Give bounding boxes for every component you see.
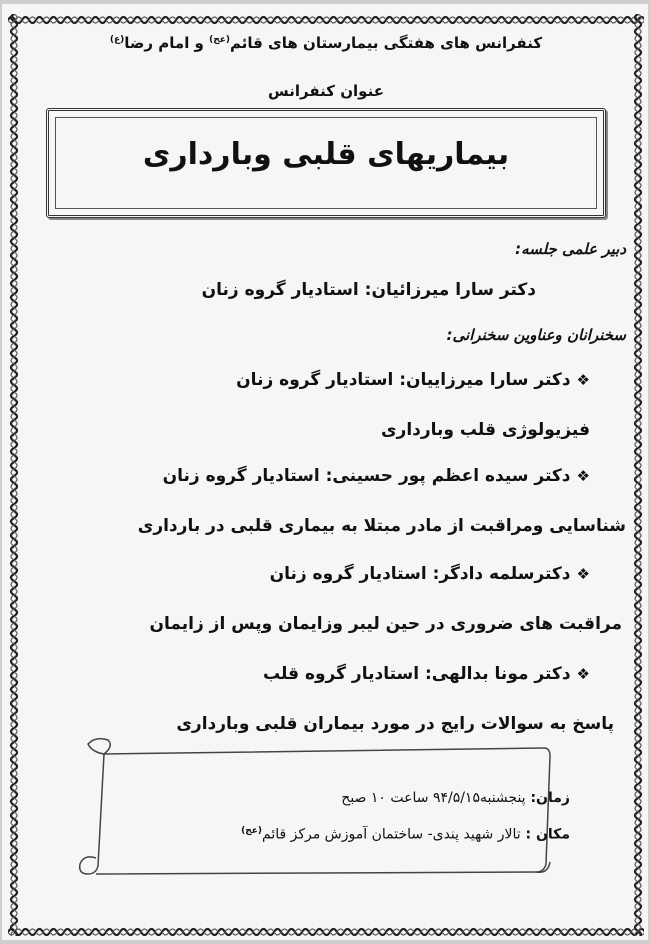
- speaker-1-name: ❖دکتر سارا میرزاییان: استادیار گروه زنان: [236, 370, 590, 390]
- speaker-4-name: ❖دکتر مونا بدالهی: استادیار گروه قلب: [262, 664, 590, 684]
- bullet-icon: ❖: [576, 467, 590, 485]
- poster-page: [2, 4, 648, 940]
- scroll-banner: [74, 734, 552, 880]
- bullet-icon: ❖: [576, 371, 590, 389]
- conference-title: بیماریهای قلبی وبارداری: [142, 137, 510, 172]
- secretary-label: دبیر علمی جلسه:: [515, 240, 626, 258]
- secretary-name: دکتر سارا میرزائیان: استادیار گروه زنان: [201, 280, 536, 300]
- conference-series-heading: کنفرانس های هفتگی بیمارستان های قائم$^{(عج)}$ و امام رضا$^{(ع)}$: [109, 34, 543, 52]
- title-frame: [46, 108, 606, 218]
- event-place: مکان : تالار شهید پندی- ساختمان آموزش مرکز قائم$^{(عج)}$: [241, 826, 570, 843]
- speaker-2-topic: شناسایی ومراقبت از مادر مبتلا به بیماری قلبی در بارداری: [137, 516, 626, 536]
- bullet-icon: ❖: [576, 565, 590, 583]
- conference-title-label: عنوان کنفرانس: [268, 82, 384, 100]
- speaker-3-name: ❖دکترسلمه دادگر: استادیار گروه زنان: [269, 564, 590, 584]
- speaker-2-name: ❖دکتر سیده اعظم پور حسینی: استادیار گروه زنان: [162, 466, 590, 486]
- speaker-1-topic: فیزیولوژی قلب وبارداری: [380, 420, 590, 440]
- speaker-3-topic: مراقبت های ضروری در حین لیبر وزایمان وپس از زایمان: [149, 614, 622, 634]
- speaker-4-topic: پاسخ به سوالات رایج در مورد بیماران قلبی وبارداری: [176, 714, 614, 734]
- speakers-label: سخنرانان وعناوین سخنرانی:: [446, 326, 626, 344]
- event-time: زمان: پنجشنبه۹۴/۵/۱۵ ساعت ۱۰ صبح: [341, 790, 570, 806]
- bullet-icon: ❖: [576, 665, 590, 683]
